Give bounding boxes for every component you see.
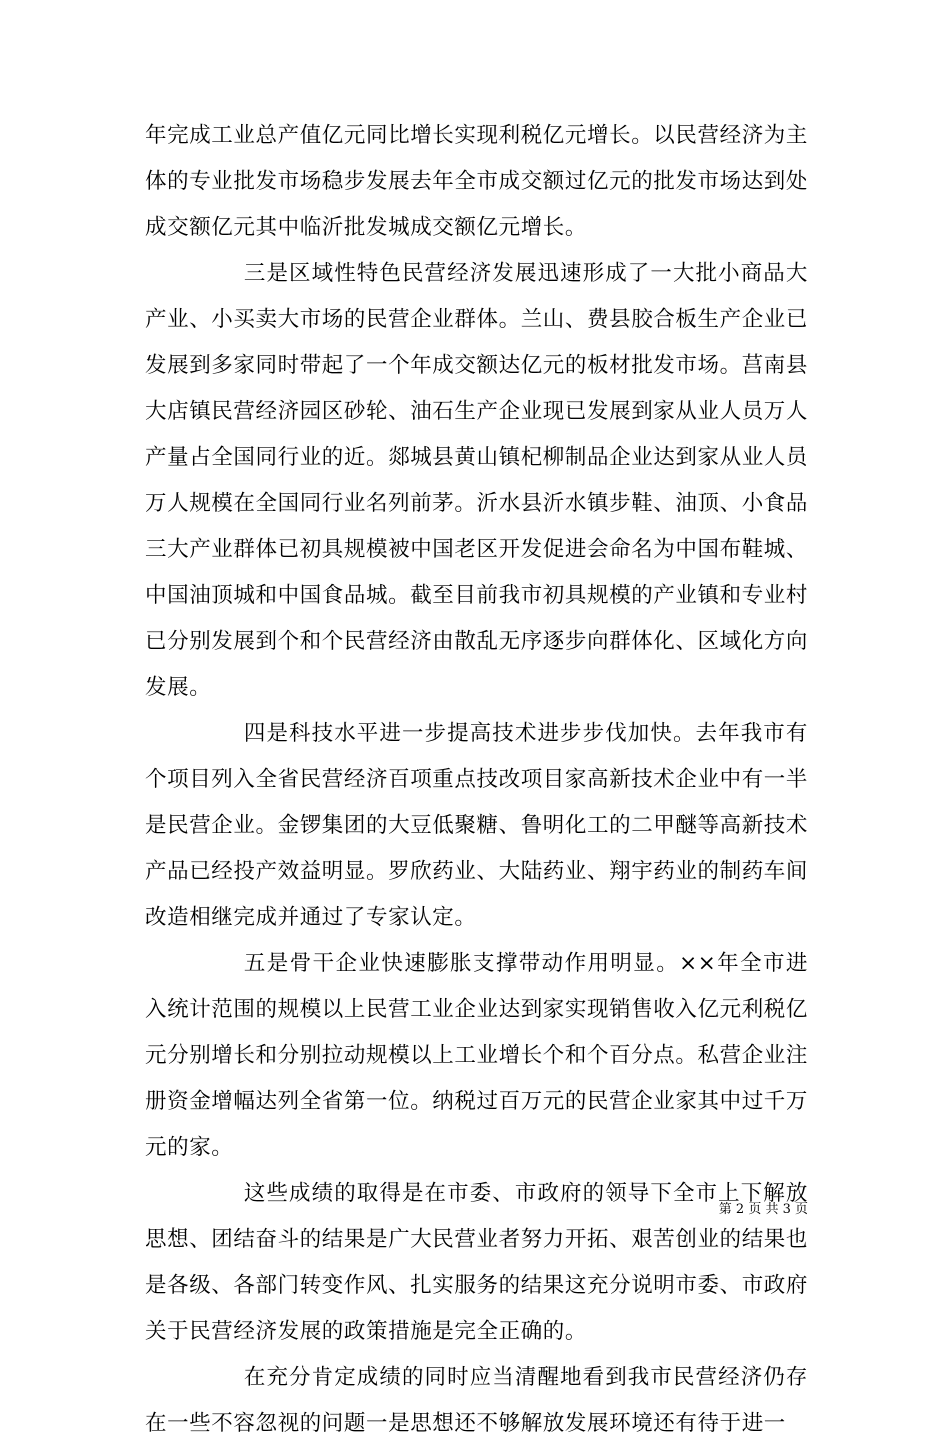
paragraph-continuation: 年完成工业总产值亿元同比增长实现利税亿元增长。以民营经济为主体的专业批发市场稳步发展去年全市成交额过亿元的批发市场达到处成交额亿元其中临沂批发城成交额亿元增长。	[145, 123, 809, 240]
paragraph-achievements: 这些成绩的取得是在市委、市政府的领导下全市上下解放思想、团结奋斗的结果是广大民营业者努力开拓、艰苦创业的结果也是各级、各部门转变作风、扎实服务的结果这充分说明市委、市政府关于民营经济发展的政策措施是完全正确的。	[145, 1181, 809, 1344]
paragraph-technology: 四是科技水平进一步提高技术进步步伐加快。去年我市有个项目列入全省民营经济百项重点技改项目家高新技术企业中有一半是民营企业。金锣集团的大豆低聚糖、鲁明化工的二甲醚等高新技术产品已经投产效益明显。罗欣药业、大陆药业、翔宇药业的制药车间改造相继完成并通过了专家认定。	[145, 721, 809, 930]
page-number-footer: 第 2 页 共 3 页	[718, 1202, 808, 1217]
paragraph-problems: 在充分肯定成绩的同时应当清醒地看到我市民营经济仍存在一些不容忽视的问题一是思想还不够解放发展环境还有待于进一	[145, 1365, 808, 1436]
paragraph-regional-economy: 三是区域性特色民营经济发展迅速形成了一大批小商品大产业、小买卖大市场的民营企业群体。兰山、费县胶合板生产企业已发展到多家同时带起了一个年成交额达亿元的板材批发市场。莒南县大店镇民营经济园区砂轮、油石生产企业现已发展到家从业人员万人产量占全国同行业的近。郯城县黄山镇杞柳制品企业达到家从业人员万人规模在全国同行业名列前茅。沂水县沂水镇步鞋、油顶、小食品三大产业群体已初具规模被中国老区开发促进会命名为中国布鞋城、中国油顶城和中国食品城。截至目前我市初具规模的产业镇和专业村已分别发展到个和个民营经济由散乱无序逐步向群体化、区域化方向发展。	[145, 261, 809, 700]
paragraph-key-enterprises: 五是骨干企业快速膨胀支撑带动作用明显。××年全市进入统计范围的规模以上民营工业企业达到家实现销售收入亿元利税亿元分别增长和分别拉动规模以上工业增长个和个百分点。私营企业注册资金增幅达列全省第一位。纳税过百万元的民营企业家其中过千万元的家。	[145, 951, 809, 1160]
body-text	[145, 113, 808, 1447]
